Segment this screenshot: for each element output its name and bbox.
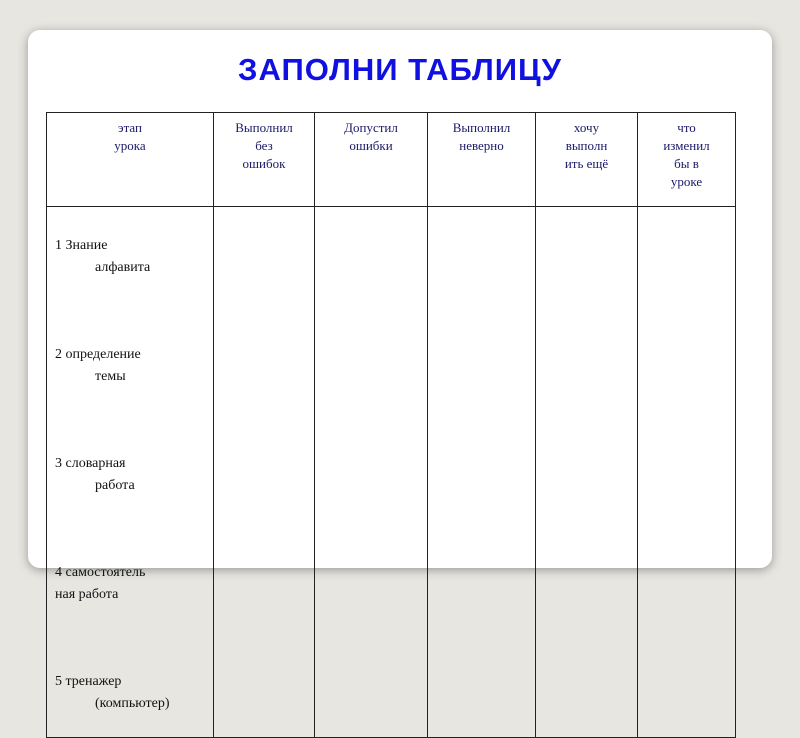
stage-list-cell xyxy=(47,207,214,738)
stage-label: темы xyxy=(95,369,126,384)
stage-number-label: 3 словарная xyxy=(55,456,126,471)
empty-cell[interactable] xyxy=(428,207,536,738)
page-title: ЗАПОЛНИ ТАБЛИЦУ xyxy=(238,52,562,87)
stage-label: алфавита xyxy=(95,260,151,275)
header-cell-what-change: что изменил бы в уроке xyxy=(638,113,736,207)
stage-label: (компьютер) xyxy=(95,696,170,711)
stage-number-label: 5 тренажер xyxy=(55,674,122,689)
empty-cell[interactable] xyxy=(536,207,638,738)
stage-label: ная работа xyxy=(55,587,119,602)
header-row xyxy=(47,113,736,207)
stage-number-label: 2 определение xyxy=(55,347,141,362)
header-cell-done-wrong: Выполнил неверно xyxy=(428,113,536,207)
stage-item xyxy=(55,213,209,301)
stage-label: работа xyxy=(95,478,135,493)
stage-number-label: 1 Знание xyxy=(55,238,108,253)
empty-cell[interactable] xyxy=(638,207,736,738)
stage-item xyxy=(55,649,209,737)
empty-cell[interactable] xyxy=(214,207,315,738)
stage-item xyxy=(55,540,209,628)
empty-cell[interactable] xyxy=(315,207,428,738)
stage-item xyxy=(55,431,209,519)
fill-in-table xyxy=(46,112,736,738)
header-cell-made-errors: Допустил ошибки xyxy=(315,113,428,207)
stage-item xyxy=(55,322,209,410)
stage-number-label: 4 самостоятель xyxy=(55,565,146,580)
header-cell-done-no-errors: Выполнил без ошибок xyxy=(214,113,315,207)
header-cell-stage: этап урока xyxy=(47,113,214,207)
header-cell-want-again: хочу выполн ить ещё xyxy=(536,113,638,207)
body-row xyxy=(47,207,736,738)
slide xyxy=(28,30,772,711)
